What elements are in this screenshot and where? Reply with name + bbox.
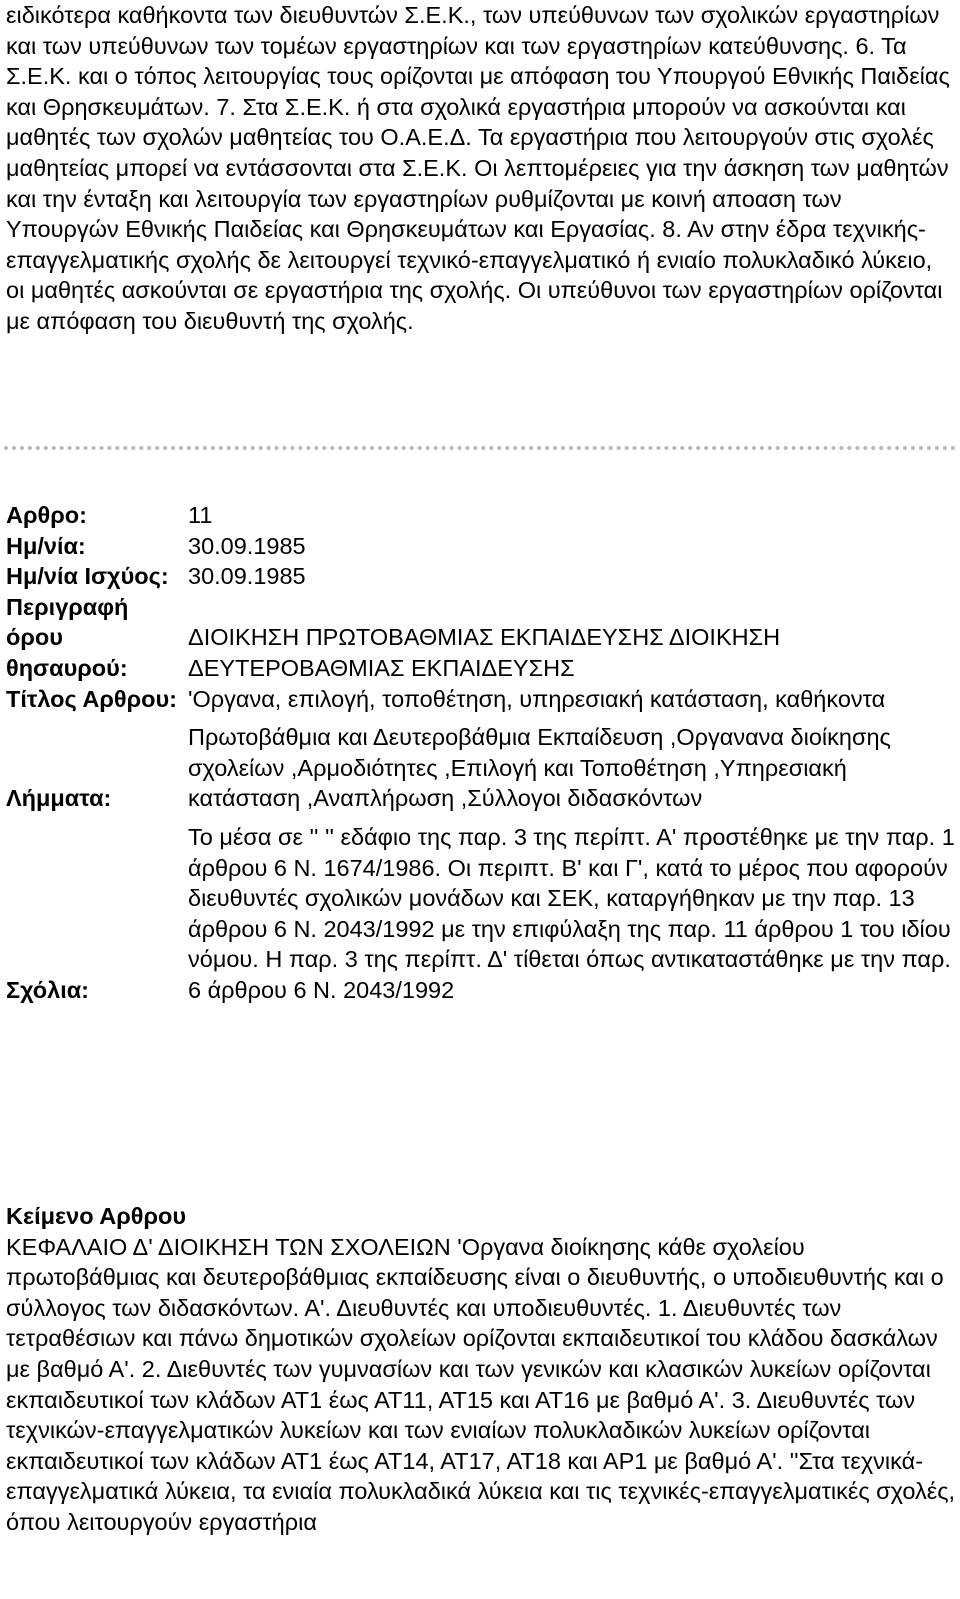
- effective-date-label: Ημ/νία Ισχύος:: [6, 563, 169, 590]
- comments-row: [6, 814, 956, 1006]
- thesaurus-value: ΔΙΟΙΚΗΣΗ ΠΡΩΤΟΒΑΘΜΙΑΣ ΕΚΠΑΙΔΕΥΣΗΣ ΔΙΟΙΚΗΣΗ ΔΕΥΤΕΡΟΒΑΘΜΙΑΣ ΕΚΠΑΙΔΕΥΣΗΣ: [188, 624, 781, 681]
- comments-value: Το μέσα σε '' '' εδάφιο της παρ. 3 της περίπτ. Α' προστέθηκε με την παρ. 1 άρθρου 6 Ν. 1674/1986. Οι περιπτ. Β' και Γ', κατά το μέρος που αφορούν διευθυντές σχολικών μονάδων και ΣΕΚ, καταργήθηκαν με την παρ. 13 άρθρου 6 Ν. 2043/1992 με την επιφύλαξη της παρ. 11 άρθρου 1 του ιδίου νόμου. Η παρ. 3 της περίπτ. Δ' τίθεται όπως αντικαταστάθηκε με την παρ. 6 άρθρου 6 Ν. 2043/1992: [188, 823, 955, 1003]
- intro-paragraph: ειδικότερα καθήκοντα των διευθυντών Σ.Ε.Κ., των υπεύθυνων των σχολικών εργαστηρίων και των υπεύθυνων των τομέων εργαστηρίων και των εργαστηρίων κατεύθυνσης. 6. Τα Σ.Ε.Κ. και ο τόπος λειτουργίας τους ορίζονται με απόφαση του Υπουργού Εθνικής Παιδείας και Θρησκευμάτων. 7. Στα Σ.Ε.Κ. ή στα σχολικά εργαστήρια μπορούν να ασκούνται και μαθητές των σχολών μαθητείας του Ο.Α.Ε.Δ. Τα εργαστήρια που λειτουργούν στις σχολές μαθητείας μπορεί να εντάσσονται στα Σ.Ε.Κ. Οι λεπτομέρειες για την άσκηση των μαθητών και την ένταξη και λειτουργία των εργαστηρίων ρυθμίζονται με κοινή αποαση των Υπουργών Εθνικής Παιδείας και Θρησκευμάτων και Εργασίας. 8. Αν στην έδρα τεχνικής-επαγγελματικής σχολής δε λειτουργεί τεχνικό-επαγγελματικό ή ενιαίο πολυκλαδικό λύκειο, οι μαθητές ασκούνται σε εργαστήρια της σχολής. Οι υπεύθυνοι των εργαστηρίων ορίζονται με απόφαση του διευθυντή της σχολής.: [6, 2, 950, 334]
- article-number-label: Αρθρο:: [6, 502, 87, 528]
- thesaurus-label: Περιγραφή όρου θησαυρού:: [6, 593, 129, 681]
- article-text-body: ΚΕΦΑΛΑΙΟ Δ' ΔΙΟΙΚΗΣΗ ΤΩΝ ΣΧΟΛΕΙΩΝ 'Οργανα διοίκησης κάθε σχολείου πρωτοβάθμιας και δευτεροβάθμιας εκπαίδευσης είναι ο διευθυντής, ο υποδιευθυντής και ο σύλλογος των διδασκόντων. Α'. Διευθυντές και υποδιευθυντές. 1. Διευθυντές των τετραθέσιων και πάνω δημοτικών σχολείων ορίζονται εκπαιδευτικοί του κλάδου δασκάλων με βαθμό Α'. 2. Διεθυντές των γυμνασίων και των γενικών και κλασικών λυκείων ορίζονται εκπαιδευτικοί των κλάδων ΑΤ1 έως ΑΤ11, ΑΤ15 και ΑΤ16 με βαθμό Α'. 3. Διευθυντές των τεχνικών-επαγγελματικών λυκείων και των ενιαίων πολυκλαδικών λυκείων ορίζονται εκπαιδευτικοί των κλάδων ΑΤ1 έως ΑΤ14, ΑΤ17, ΑΤ18 και ΑΡ1 με βαθμό Α'. ''Στα τεχνικά-επαγγελματικά λύκεια, τα ενιαία πολυκλαδικά λύκεια και τις τεχνικές-επαγγελματικές σχολές, όπου λειτουργούν εργαστήρια: [6, 1233, 956, 1535]
- thesaurus-row: [6, 592, 956, 684]
- article-title-row: [6, 684, 956, 715]
- article-date-row: [6, 531, 956, 562]
- article-metadata-table: [6, 500, 956, 1006]
- lemmas-value: Πρωτοβάθμια και Δευτεροβάθμια Εκπαίδευση ,Οργανανα διοίκησης σχολείων ,Αρμοδιότητες ,Επιλογή και Τοποθέτηση ,Υπηρεσιακή κατάσταση ,Αναπλήρωση ,Σύλλογοι διδασκόντων: [188, 724, 891, 812]
- article-number-row: [6, 500, 956, 531]
- lemmas-row: [6, 714, 956, 814]
- comments-label: Σχόλια:: [6, 976, 90, 1003]
- lemmas-label: Λήμματα:: [6, 785, 112, 812]
- article-date-label: Ημ/νία:: [6, 532, 86, 559]
- effective-date-value: 30.09.1985: [188, 563, 306, 590]
- article-title-value: 'Οργανα, επιλογή, τοποθέτηση, υπηρεσιακή κατάσταση, καθήκοντα: [188, 685, 886, 712]
- section-divider: [4, 446, 956, 450]
- effective-date-row: [6, 561, 956, 592]
- article-title-label: Τίτλος Αρθρου:: [6, 685, 177, 712]
- article-text-section: [6, 1201, 956, 1538]
- article-number-value: 11: [188, 502, 213, 528]
- article-date-value: 30.09.1985: [188, 532, 306, 559]
- article-text-heading: Κείμενο Αρθρου: [6, 1203, 187, 1229]
